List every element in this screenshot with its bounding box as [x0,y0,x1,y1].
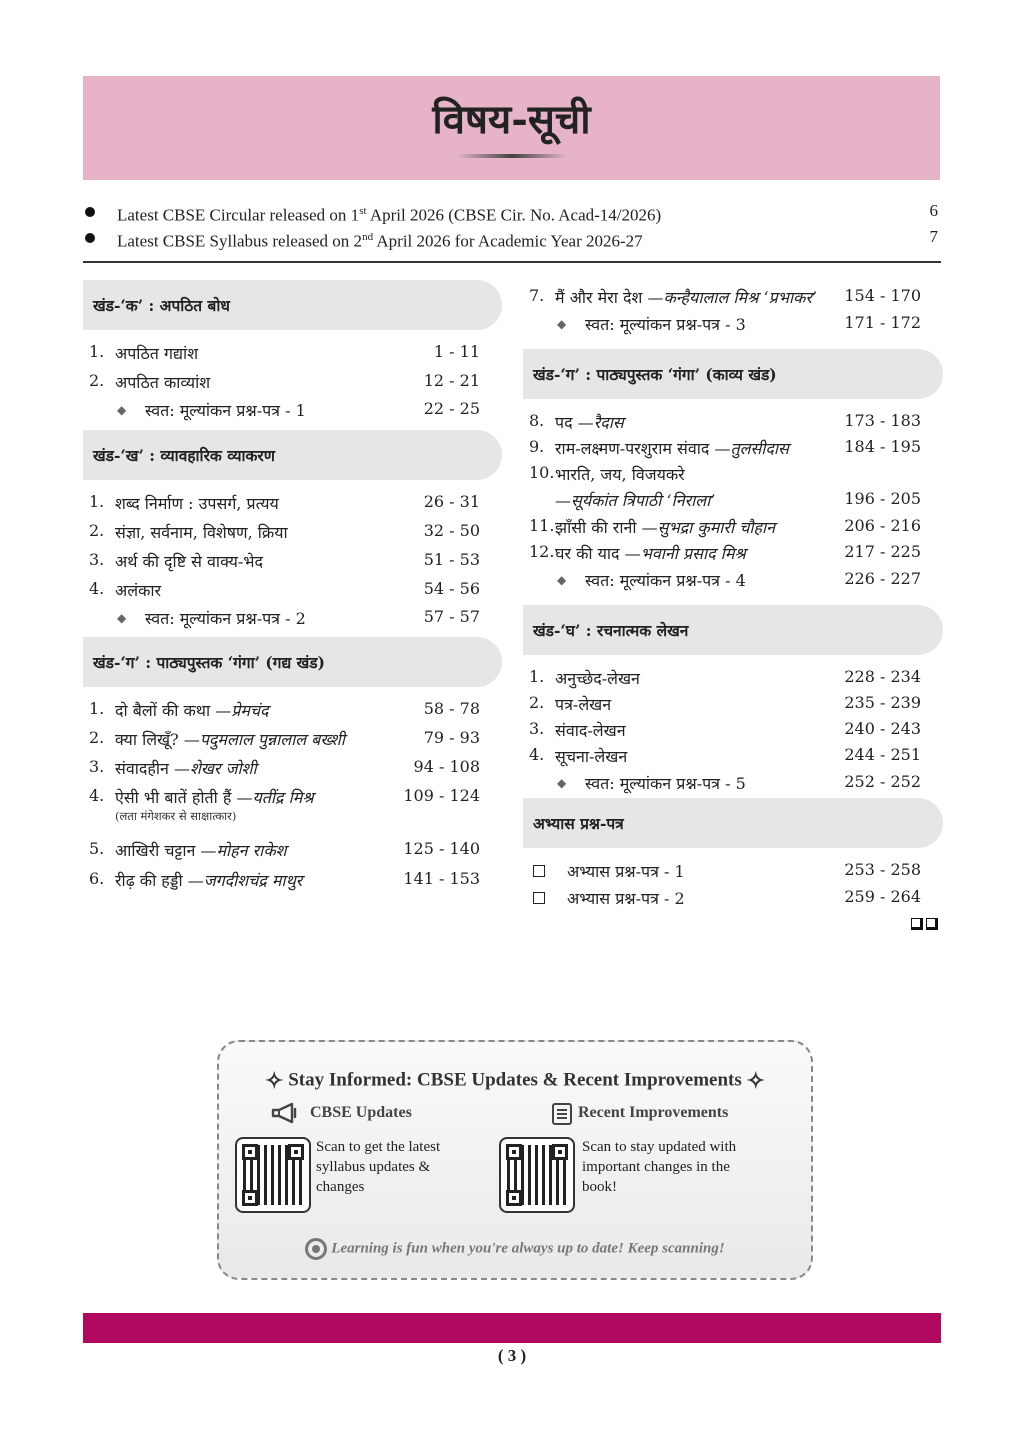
updates-promo-box [217,1040,813,1280]
cbse-updates-heading: CBSE Updates [310,1104,412,1121]
toc-entry[interactable]: 3. अर्थ की दृष्टि से वाक्य-भेद 51 - 53 [89,550,480,571]
sparkle-icon: ✧ [746,1068,765,1093]
qr-code-recent-improvements[interactable] [499,1137,575,1213]
megaphone-icon [270,1102,300,1124]
checkbox-square-icon [533,892,545,904]
divider [83,261,941,263]
notice-circular [83,198,940,224]
section-header: खंड-‘क’ : अपठित बोध [83,280,502,330]
author-name: मोहन राकेश [216,841,287,860]
notice-page: 6 [929,201,938,220]
page-number: ( 3 ) [497,1346,527,1365]
toc-entry[interactable]: 6. रीढ़ की हड्डी —जगदीशचंद्र माथुर 141 - 153 [89,869,480,890]
toc-entry[interactable]: 12. घर की याद —भवानी प्रसाद मिश्र 217 - 225 [529,542,921,563]
toc-entry[interactable]: 1. दो बैलों की कथा —प्रेमचंद 58 - 78 [89,699,480,720]
self-test-entry[interactable]: ◆ स्वत: मूल्यांकन प्रश्न-पत्र - 5 252 - 252 [557,772,921,793]
toc-entry[interactable]: 1. अनुच्छेद-लेखन 228 - 234 [529,667,921,688]
author-name: सूर्यकांत त्रिपाठी ‘निराला’ [571,491,716,510]
toc-entry[interactable]: 3. संवादहीन —शेखर जोशी 94 - 108 [89,757,480,778]
toc-entry[interactable]: 4. ऐसी भी बातें होती हैं —यतींद्र मिश्र 109 - 124 [89,786,480,807]
toc-entry-note: (लता मंगेशकर से साक्षात्कार) [115,809,237,823]
bullet-icon [85,233,95,243]
toc-entry[interactable]: 10. भारति, जय, विजयकरे [529,463,685,484]
diamond-bullet-icon: ◆ [557,573,567,587]
promo-tagline: Learning is fun when you're always up to date! Keep scanning! [219,1238,811,1260]
self-test-entry[interactable]: ◆ स्वत: मूल्यांकन प्रश्न-पत्र - 4 226 - 227 [557,569,921,590]
diamond-bullet-icon: ◆ [557,776,567,790]
toc-left-column [83,280,502,898]
toc-entry[interactable]: 9. राम-लक्ष्मण-परशुराम संवाद —तुलसीदास 184 - 195 [529,437,921,458]
toc-entry[interactable]: 1. शब्द निर्माण : उपसर्ग, प्रत्यय 26 - 31 [89,492,480,513]
checkbox-square-icon [533,865,545,877]
target-icon [305,1238,327,1260]
self-test-entry[interactable]: ◆ स्वत: मूल्यांकन प्रश्न-पत्र - 2 57 - 57 [117,607,480,628]
toc-entry[interactable]: 2. पत्र-लेखन 235 - 239 [529,693,921,714]
title-band [83,76,940,180]
qr-code-cbse-updates[interactable] [235,1137,311,1213]
promo-title: ✧ Stay Informed: CBSE Updates & Recent Improvements ✧ [265,1068,765,1093]
author-name: तुलसीदास [730,439,789,458]
section-header: खंड-‘ख’ : व्यावहारिक व्याकरण [83,430,502,480]
end-mark-icon [911,918,941,932]
author-name: कन्हैयालाल मिश्र ‘प्रभाकर’ [663,288,818,307]
toc-entry[interactable]: 11. झाँसी की रानी —सुभद्रा कुमारी चौहान 206 - 216 [529,516,921,537]
author-name: रैदास [593,413,624,432]
author-name: सुभद्रा कुमारी चौहान [657,518,776,537]
diamond-bullet-icon: ◆ [117,611,127,625]
section-header: खंड-‘ग’ : पाठ्यपुस्तक ‘गंगा’ (गद्य खंड) [83,637,502,687]
cbse-updates-description: Scan to get the latest syllabus updates & changes [316,1139,441,1195]
notice-page: 7 [929,227,938,246]
toc-entry[interactable]: 7. मैं और मेरा देश —कन्हैयालाल मिश्र ‘प्रभाकर’ 154 - 170 [529,286,921,307]
toc-entry[interactable]: 2. संज्ञा, सर्वनाम, विशेषण, क्रिया 32 - 50 [89,521,480,542]
author-name: पदुमलाल पुन्नालाल बख्शी [199,730,345,749]
author-name: भवानी प्रसाद मिश्र [640,544,746,563]
notice-syllabus [83,224,940,250]
recent-improvements-heading: Recent Improvements [578,1104,729,1121]
toc-entry[interactable]: 2. अपठित काव्यांश 12 - 21 [89,371,480,392]
diamond-bullet-icon: ◆ [557,317,567,331]
author-name: प्रेमचंद [231,701,269,720]
footer-bar [83,1313,941,1343]
toc-entry[interactable]: 3. संवाद-लेखन 240 - 243 [529,719,921,740]
toc-entry[interactable]: 2. क्या लिखूँ? —पदुमलाल पुन्नालाल बख्शी 79 - 93 [89,728,480,749]
notice-text: Latest CBSE Syllabus released on 2nd April 2026 for Academic Year 2026-27 [117,231,643,251]
diamond-bullet-icon: ◆ [117,403,127,417]
title-underline [457,154,567,158]
self-test-entry[interactable]: ◆ स्वत: मूल्यांकन प्रश्न-पत्र - 3 171 - 172 [557,313,921,334]
section-header: खंड-‘घ’ : रचनात्मक लेखन [523,605,943,655]
section-header: अभ्यास प्रश्न-पत्र [523,798,943,848]
bullet-icon [85,207,95,217]
toc-entry[interactable]: अभ्यास प्रश्न-पत्र - 2 259 - 264 [523,887,943,914]
toc-entry[interactable]: 4. सूचना-लेखन 244 - 251 [529,745,921,766]
sparkle-icon: ✧ [265,1068,284,1093]
toc-entry[interactable]: 4. अलंकार 54 - 56 [89,579,480,600]
notice-list [83,198,940,250]
toc-entry[interactable]: 1. अपठित गद्यांश 1 - 11 [89,342,480,363]
toc-right-column [523,286,943,914]
toc-entry[interactable]: 8. पद —रैदास 173 - 183 [529,411,921,432]
list-icon [551,1102,573,1126]
toc-entry-continued[interactable]: —सूर्यकांत त्रिपाठी ‘निराला’ 196 - 205 [555,489,921,510]
toc-entry[interactable]: अभ्यास प्रश्न-पत्र - 1 253 - 258 [523,860,943,887]
self-test-entry[interactable]: ◆ स्वत: मूल्यांकन प्रश्न-पत्र - 1 22 - 25 [117,399,480,420]
author-name: शेखर जोशी [189,759,257,778]
author-name: जगदीशचंद्र माथुर [203,871,303,890]
author-name: यतींद्र मिश्र [252,788,314,807]
notice-text: Latest CBSE Circular released on 1st April 2026 (CBSE Cir. No. Acad-14/2026) [117,205,662,225]
recent-improvements-description: Scan to stay updated with important changes in the book! [582,1139,737,1195]
page-title: विषय-सूची [432,96,591,143]
toc-entry[interactable]: 5. आखिरी चट्टान —मोहन राकेश 125 - 140 [89,839,480,860]
section-header: खंड-‘ग’ : पाठ्यपुस्तक ‘गंगा’ (काव्य खंड) [523,349,943,399]
